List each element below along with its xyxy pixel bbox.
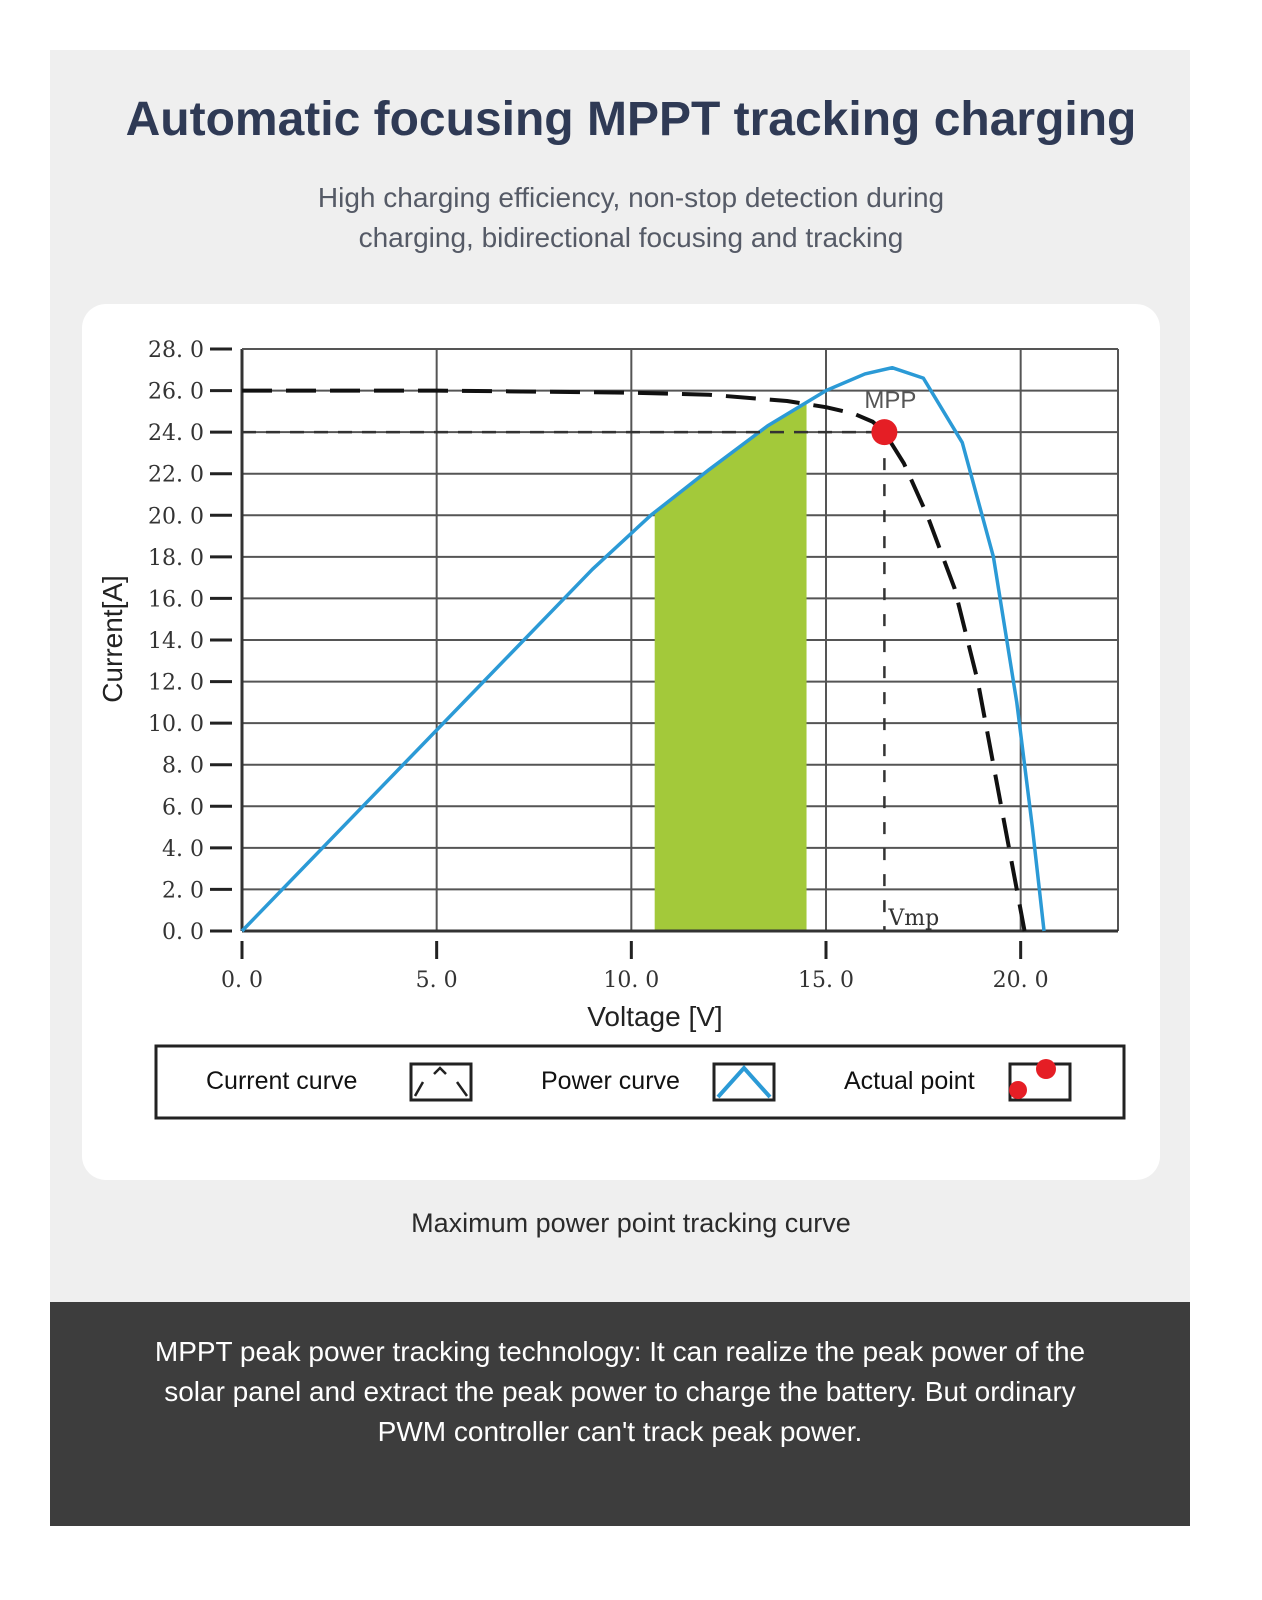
mppt-chart	[82, 304, 1160, 1180]
chart-legend	[156, 1046, 1124, 1118]
mpp-label: MPP	[864, 387, 917, 415]
chart-series	[242, 368, 1044, 931]
legend-label-current: Current curve	[206, 1067, 358, 1095]
current-curve-line	[242, 391, 1025, 931]
vmp-label: Vmp	[888, 906, 940, 931]
legend-swatch-current	[411, 1064, 471, 1100]
footer-text	[90, 1332, 1150, 1452]
subtitle-line-2: charging, bidirectional focusing and tracking	[358, 222, 904, 253]
footer-banner	[50, 1302, 1190, 1526]
y-tick-label: 4. 0	[162, 836, 204, 862]
y-tick-label: 0. 0	[162, 920, 204, 945]
y-tick-label: 24. 0	[148, 421, 204, 447]
y-axis-title: Current[A]	[97, 575, 128, 703]
y-tick-label: 2. 0	[162, 878, 204, 904]
legend-label-power: Power curve	[541, 1067, 680, 1095]
legend-label-actual: Actual point	[844, 1067, 975, 1095]
chart-caption: Maximum power point tracking curve	[411, 1208, 851, 1238]
y-tick-label: 12. 0	[148, 670, 204, 696]
x-tick-label: 0. 0	[221, 968, 263, 993]
power-curve-line	[242, 368, 1044, 931]
y-tick-label: 14. 0	[148, 629, 204, 654]
x-tick-label: 10. 0	[603, 968, 660, 993]
y-tick-label: 22. 0	[148, 462, 204, 488]
y-tick-label: 26. 0	[148, 379, 204, 405]
chart-annotations	[242, 387, 939, 931]
y-tick-label: 6. 0	[162, 795, 204, 821]
shaded-region-layer	[655, 402, 807, 931]
page-title: Automatic focusing MPPT tracking charging	[125, 93, 1137, 146]
y-tick-label: 8. 0	[162, 753, 204, 779]
chart-ticks	[148, 338, 1049, 993]
y-tick-label: 20. 0	[148, 504, 204, 530]
x-tick-label: 15. 0	[798, 968, 854, 993]
y-tick-label: 28. 0	[148, 338, 204, 363]
chart-card	[82, 304, 1160, 1180]
y-tick-label: 18. 0	[148, 545, 204, 571]
page-subtitle	[0, 178, 1262, 258]
x-tick-label: 5. 0	[415, 968, 458, 993]
legend-swatch-power	[714, 1064, 774, 1100]
y-tick-label: 10. 0	[148, 712, 204, 738]
subtitle-line-1: High charging efficiency, non-stop detection during	[317, 182, 945, 213]
x-axis-title: Voltage [V]	[587, 1001, 723, 1032]
x-tick-label: 20. 0	[992, 968, 1049, 993]
footer-line-2: solar panel and extract the peak power to charge the battery. But ordinary	[164, 1376, 1076, 1407]
footer-line-1: MPPT peak power tracking technology: It can realize the peak power of the	[154, 1336, 1086, 1367]
footer-line-3: PWM controller can't track peak power.	[377, 1416, 863, 1447]
y-tick-label: 16. 0	[148, 587, 204, 613]
legend-swatch-actual	[1009, 1059, 1070, 1100]
shaded-region	[655, 402, 807, 931]
mpp-point	[871, 419, 897, 445]
